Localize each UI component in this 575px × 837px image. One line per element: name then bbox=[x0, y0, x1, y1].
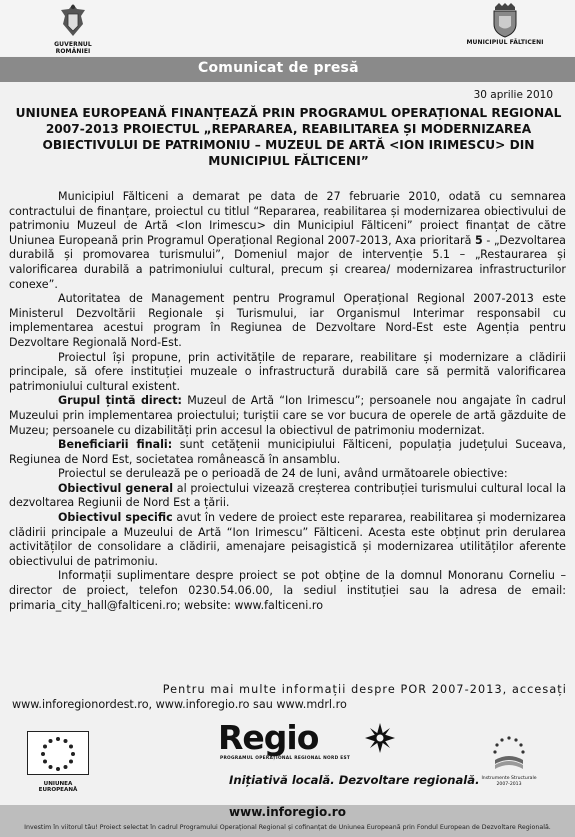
regio-subtitle: PROGRAMUL OPERAȚIONAL REGIONAL NORD EST bbox=[220, 756, 351, 761]
eu-flag-icon bbox=[27, 731, 89, 775]
press-release-title: UNIUNEA EUROPEANĂ FINANȚEAZĂ PRIN PROGRAMUL OPERAȚIONAL REGIONAL 2007-2013 PROIECTUL „REPARAREA, REABILITAREA ȘI MODERNIZAREA OBIECTIVULUI DE PATRIMONIU – MUZEUL DE ARTĂ <ION IRIMESCU> DIN MUNICIPIUL FĂLTICENI” bbox=[15, 106, 562, 168]
municipality-label: MUNICIPIUL FĂLTICENI bbox=[466, 39, 544, 46]
government-label: GUVERNUL ROMÂNIEI bbox=[54, 41, 92, 55]
municipality-logo bbox=[465, 2, 545, 46]
paragraph: Proiectul își propune, prin activitățile de reparare, reabilitare și modernizare a clădirii principale, să ofere instituției muzeale o infrastructură durabilă care să permită valorificarea patrimoniului cultural existent. bbox=[9, 350, 566, 393]
banner-title: Comunicat de presă bbox=[198, 60, 359, 76]
slogan: Inițiativă locală. Dezvoltare regională. bbox=[229, 773, 480, 787]
regio-star-icon bbox=[364, 722, 396, 754]
release-date: 30 aprilie 2010 bbox=[473, 89, 553, 101]
eu-label: UNIUNEA EUROPEANĂ bbox=[38, 781, 78, 793]
more-info-line: Pentru mai multe informații despre POR 2007-2013, accesați bbox=[162, 683, 567, 696]
paragraph: Obiectivul general al proiectului vizează creșterea contribuției turismului cultural local la dezvoltarea Regiunii de Nord Est a țării. bbox=[9, 481, 566, 510]
paragraph: Autoritatea de Management pentru Programul Operațional Regional 2007-2013 este Ministerul Dezvoltării Regionale și Turismului, iar Organismul Interimar responsabil cu implementarea acestui program în Regiunea de Dezvoltare Nord-Est este Agenția pentru Dezvoltare Regională Nord-Est. bbox=[9, 292, 566, 349]
press-release-body bbox=[9, 190, 566, 613]
regio-logo bbox=[218, 718, 418, 766]
regio-wordmark: Regio bbox=[218, 718, 319, 757]
romania-coat-of-arms-icon bbox=[59, 2, 87, 40]
more-info-links: www.inforegionordest.ro, www.inforegio.ro sau www.mdrl.ro bbox=[12, 698, 347, 711]
footer-disclaimer: Investim în viitorul tău! Proiect selectat în cadrul Programului Operațional Regional și cofinanțat de Uniunea Europeană prin Fondul European de Dezvoltare Regională. bbox=[24, 824, 551, 831]
falticeni-crest-icon bbox=[492, 2, 518, 38]
eu-logo bbox=[24, 731, 92, 793]
structural-instruments-icon bbox=[489, 734, 529, 772]
paragraph: Obiectivul specific avut în vedere de proiect este repararea, reabilitarea și modernizarea clădirii principale a Muzeului de Artă “Ion Irimescu” Fălticeni. Acesta este obținut prin derularea activităților de consolidare a clădirii, amenajare peisagistică și modernizarea utilităților aferente obiectivului de patrimoniu. bbox=[9, 511, 566, 568]
website-link[interactable]: www.inforegio.ro bbox=[229, 805, 346, 819]
paragraph: Proiectul se derulează pe o perioadă de 24 de luni, având următoarele obiective: bbox=[58, 467, 508, 481]
structural-instruments-label: Instrumente Structurale 2007-2013 bbox=[481, 776, 537, 787]
more-info bbox=[12, 682, 567, 712]
paragraph: Informații suplimentare despre proiect se pot obține de la domnul Monoranu Corneliu – director de proiect, telefon 0230.54.06.00, la sediul instituției sau la adresa de email: primaria_city_hall@falticeni.ro; website: www.falticeni.ro bbox=[9, 569, 566, 612]
structural-instruments-logo bbox=[481, 734, 537, 787]
government-logo bbox=[38, 2, 108, 55]
paragraph: Beneficiarii finali: sunt cetățenii municipiului Fălticeni, populația județului Suceava, Regiunea de Nord Est, societatea românească în ansamblu. bbox=[9, 438, 566, 466]
header bbox=[0, 0, 575, 56]
paragraph: Grupul țintă direct: Muzeul de Artă “Ion Irimescu”; persoanele nou angajate în cadrul Muzeului prin implementarea proiectului; turiștii care se vor bucura de operele de artă găzduite de Muzeu; persoanele cu dizabilități prin accesul la obiectivul de patrimoniu modernizat. bbox=[9, 394, 566, 437]
paragraph: Municipiul Fălticeni a demarat pe data de 27 februarie 2010, odată cu semnarea contractului de finanțare, proiectul cu titlul “Repararea, reabilitarea și modernizarea obiectivului de patrimoniu Muzeul de Artă <Ion Irimescu> din Municipiul Fălticeni” proiect finanțat de către Uniunea Europeană prin Programul Operațional Regional 2007-2013, Axa prioritară 5 - „Dezvoltarea durabilă și promovarea turismului”, Domeniul major de intervenție 5.1 – „Restaurarea și valorificarea durabilă a patrimoniului cultural, precum și crearea/ modernizarea infrastructurilor conexe”. bbox=[9, 190, 566, 291]
press-release-banner bbox=[0, 57, 575, 82]
